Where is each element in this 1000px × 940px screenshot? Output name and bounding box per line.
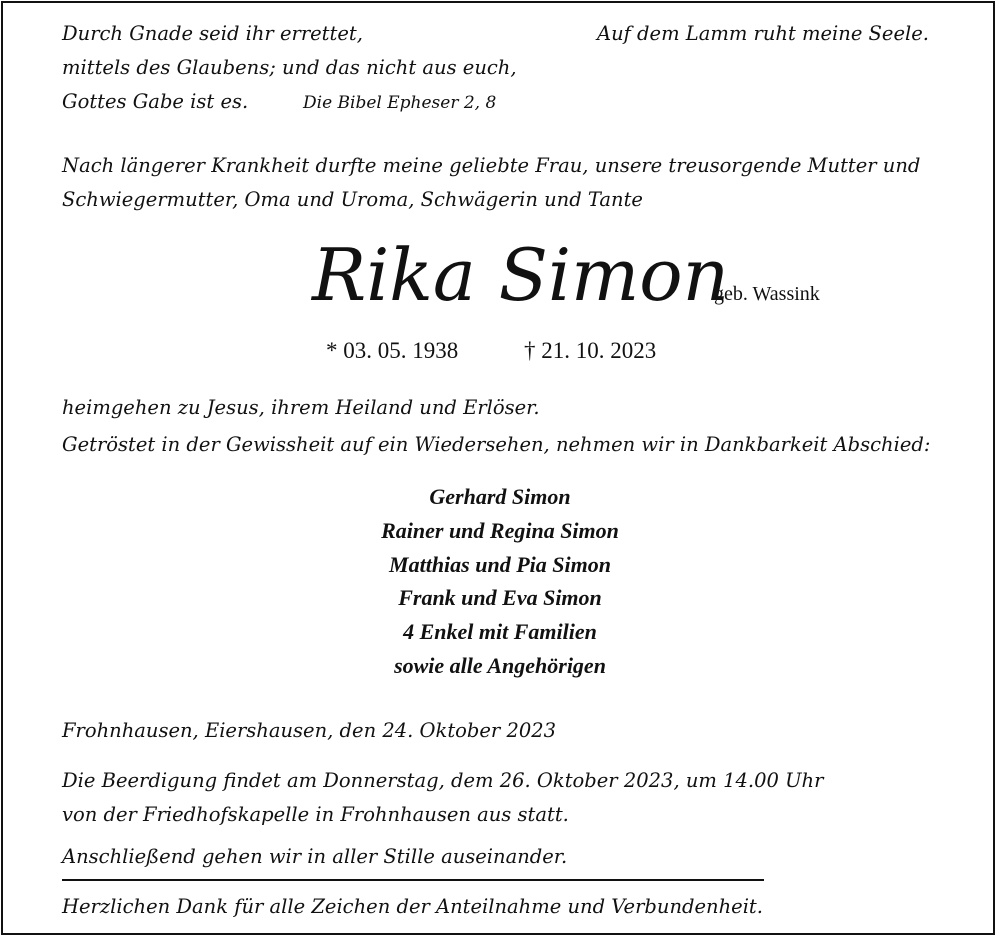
birth-name: geb. Wassink xyxy=(714,283,820,305)
motto: Auf dem Lamm ruht meine Seele. xyxy=(597,22,929,45)
deceased-name: Rika Simon xyxy=(312,233,730,317)
mourner-item: Gerhard Simon xyxy=(429,484,571,509)
verse-line-2: mittels des Glaubens; und das nicht aus euch, xyxy=(62,56,517,79)
mourner-item: Matthias und Pia Simon xyxy=(389,551,611,577)
death-date: † 21. 10. 2023 xyxy=(524,338,657,363)
body-line-2: Getröstet in der Gewissheit auf ein Wiedersehen, nehmen wir in Dankbarkeit Abschied: xyxy=(62,433,931,456)
body-line-1: heimgehen zu Jesus, ihrem Heiland und Erlöser. xyxy=(62,396,540,419)
mourner-item: Frank und Eva Simon xyxy=(398,585,602,611)
verse-line-1: Durch Gnade seid ihr errettet, xyxy=(62,22,363,45)
notice-border xyxy=(1,1,995,935)
place-date: Frohnhausen, Eiershausen, den 24. Oktober 2023 xyxy=(62,719,557,742)
divider-line xyxy=(62,879,764,881)
intro-line-1: Nach längerer Krankheit durfte meine geliebte Frau, unsere treusorgende Mutter und xyxy=(62,154,921,177)
verse-source: Die Bibel Epheser 2, 8 xyxy=(303,93,497,113)
mourner-item: 4 Enkel mit Familien xyxy=(403,619,597,645)
mourners-list xyxy=(0,480,1000,683)
funeral-line-1: Die Beerdigung findet am Donnerstag, dem 26. Oktober 2023, um 14.00 Uhr xyxy=(62,769,824,792)
intro-line-2: Schwiegermutter, Oma und Uroma, Schwägerin und Tante xyxy=(62,188,643,211)
mourner-item: Rainer und Regina Simon xyxy=(381,517,619,543)
thanks-line: Herzlichen Dank für alle Zeichen der Anteilnahme und Verbundenheit. xyxy=(62,895,763,918)
birth-date: * 03. 05. 1938 xyxy=(326,338,459,363)
funeral-line-3: Anschließend gehen wir in aller Stille auseinander. xyxy=(62,845,568,868)
verse-line-3: Gottes Gabe ist es. xyxy=(62,90,249,113)
funeral-line-2: von der Friedhofskapelle in Frohnhausen aus statt. xyxy=(62,803,569,826)
mourner-item: sowie alle Angehörigen xyxy=(394,652,606,678)
